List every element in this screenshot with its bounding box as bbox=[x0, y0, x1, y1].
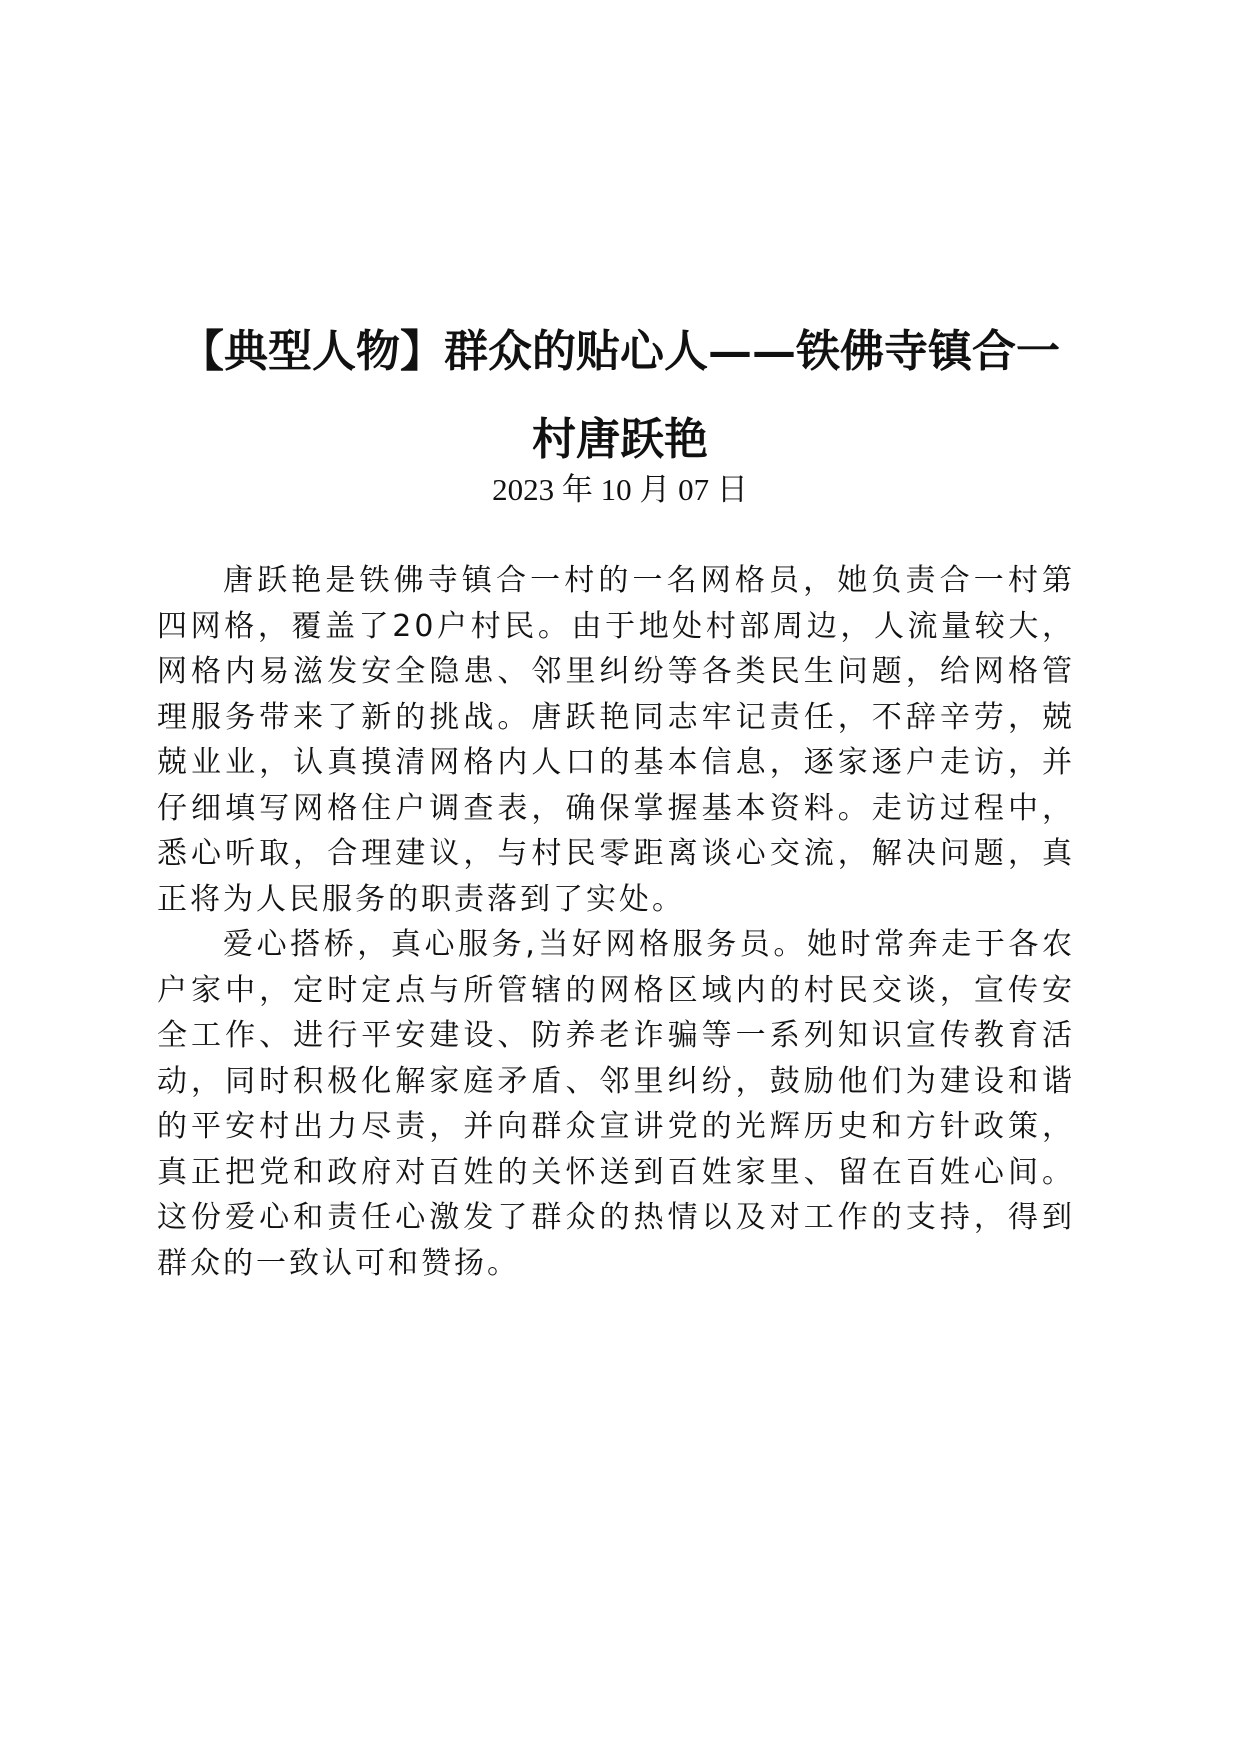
article-title-line-2: 村唐跃艳 bbox=[532, 414, 708, 465]
paragraph-2: 爱心搭桥，真心服务,当好网格服务员。她时常奔走于各农户家中，定时定点与所管辖的网格区域内的村民交谈，宣传安全工作、进行平安建设、防养老诈骗等一系列知识宣传教育活动，同时积极化解家庭矛盾、邻里纠纷，鼓励他们为建设和谐的平安村出力尽责，并向群众宣讲党的光辉历史和方针政策，真正把党和政府对百姓的关怀送到百姓家里、留在百姓心间。这份爱心和责任心激发了群众的热情以及对工作的支持，得到群众的一致认可和赞扬。 bbox=[157, 927, 1075, 1281]
publish-date: 2023 年 10 月 07 日 bbox=[492, 472, 748, 507]
article-body bbox=[157, 558, 1075, 1286]
article-title-line-1: 【典型人物】群众的贴心人——铁佛寺镇合一 bbox=[180, 326, 1060, 377]
article-title bbox=[150, 308, 1090, 484]
paragraph-1: 唐跃艳是铁佛寺镇合一村的一名网格员，她负责合一村第四网格，覆盖了20户村民。由于地处村部周边，人流量较大，网格内易滋发安全隐患、邻里纠纷等各类民生问题，给网格管理服务带来了新的挑战。唐跃艳同志牢记责任，不辞辛劳，兢兢业业，认真摸清网格内人口的基本信息，逐家逐户走访，并仔细填写网格住户调查表，确保掌握基本资料。走访过程中，悉心听取，合理建议，与村民零距离谈心交流，解决问题，真正将为人民服务的职责落到了实处。 bbox=[157, 563, 1075, 917]
